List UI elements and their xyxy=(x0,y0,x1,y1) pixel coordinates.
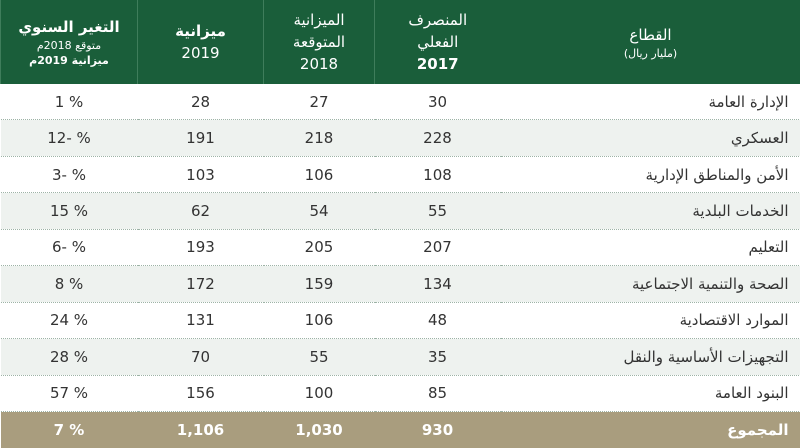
header-annual-change xyxy=(1,0,138,84)
sector-cell: الصحة والتنمية الاجتماعية xyxy=(501,266,800,302)
table-row xyxy=(1,120,800,156)
expected-2018-cell: 106 xyxy=(264,302,375,338)
expected-2018-cell: 55 xyxy=(264,339,375,375)
expected-2018-cell: 205 xyxy=(264,229,375,265)
budget-2019-cell: 191 xyxy=(138,120,264,156)
sector-cell: البنود العامة xyxy=(501,375,800,412)
annual-change-cell: 8 % xyxy=(1,266,138,302)
header-expected-2018-line2: المتوقعة xyxy=(292,33,346,51)
header-expected-2018 xyxy=(264,0,375,84)
header-budget-2019 xyxy=(138,0,264,84)
sector-cell: التجهيزات الأساسية والنقل xyxy=(501,339,800,375)
annual-change-cell: 1 % xyxy=(1,84,138,120)
header-sector xyxy=(501,0,800,84)
header-sector-title: القطاع xyxy=(629,25,672,44)
table-body xyxy=(1,84,800,412)
total-row xyxy=(1,412,800,448)
sector-cell: الموارد الاقتصادية xyxy=(501,302,800,338)
table-row xyxy=(1,339,800,375)
annual-change-cell: 15 % xyxy=(1,193,138,229)
expected-2018-cell: 218 xyxy=(264,120,375,156)
table-row xyxy=(1,193,800,229)
table-row xyxy=(1,266,800,302)
actual-2017-cell: 134 xyxy=(375,266,501,302)
sector-cell: العسكري xyxy=(501,120,800,156)
budget-2019-cell: 193 xyxy=(138,229,264,265)
header-annual-change-sub2: ميزانية 2019م xyxy=(29,54,109,67)
actual-2017-cell: 48 xyxy=(375,302,501,338)
annual-change-cell: 6- % xyxy=(1,229,138,265)
header-row xyxy=(1,0,800,84)
table-row xyxy=(1,229,800,265)
table-row xyxy=(1,84,800,120)
expected-2018-cell: 54 xyxy=(264,193,375,229)
header-budget-2019-year: 2019 xyxy=(181,44,220,62)
budget-2019-cell: 28 xyxy=(138,84,264,120)
actual-2017-cell: 85 xyxy=(375,375,501,412)
total-annual-change: 7 % xyxy=(1,412,138,448)
actual-2017-cell: 108 xyxy=(375,156,501,192)
sector-cell: الخدمات البلدية xyxy=(501,193,800,229)
header-expected-2018-year: 2018 xyxy=(299,55,339,73)
annual-change-cell: 12- % xyxy=(1,120,138,156)
total-label: المجموع xyxy=(501,412,800,448)
total-expected-2018: 1,030 xyxy=(264,412,375,448)
budget-2019-cell: 62 xyxy=(138,193,264,229)
table-row xyxy=(1,375,800,412)
actual-2017-cell: 35 xyxy=(375,339,501,375)
budget-2019-cell: 70 xyxy=(138,339,264,375)
expected-2018-cell: 159 xyxy=(264,266,375,302)
sector-cell: التعليم xyxy=(501,229,800,265)
actual-2017-cell: 228 xyxy=(375,120,501,156)
budget-2019-cell: 103 xyxy=(138,156,264,192)
expected-2018-cell: 100 xyxy=(264,375,375,412)
actual-2017-cell: 207 xyxy=(375,229,501,265)
sector-cell: الإدارة العامة xyxy=(501,84,800,120)
total-budget-2019: 1,106 xyxy=(138,412,264,448)
header-actual-2017-line1: المنصرف xyxy=(408,11,468,29)
actual-2017-cell: 55 xyxy=(375,193,501,229)
annual-change-cell: 57 % xyxy=(1,375,138,412)
annual-change-cell: 24 % xyxy=(1,302,138,338)
header-sector-unit: (مليار ريال) xyxy=(623,46,678,60)
header-actual-2017-year: 2017 xyxy=(416,55,459,73)
header-actual-2017 xyxy=(375,0,501,84)
total-actual-2017: 930 xyxy=(375,412,501,448)
annual-change-cell: 3- % xyxy=(1,156,138,192)
budget-2019-cell: 172 xyxy=(138,266,264,302)
header-budget-2019-title: ميزانية xyxy=(175,22,226,40)
sector-cell: الأمن والمناطق الإدارية xyxy=(501,156,800,192)
header-actual-2017-line2: الفعلي xyxy=(417,33,459,51)
annual-change-cell: 28 % xyxy=(1,339,138,375)
header-annual-change-title: التغير السنوي xyxy=(18,18,120,36)
budget-2019-cell: 156 xyxy=(138,375,264,412)
table-row xyxy=(1,302,800,338)
budget-2019-cell: 131 xyxy=(138,302,264,338)
header-annual-change-sub1: متوقع 2018م xyxy=(36,39,102,52)
actual-2017-cell: 30 xyxy=(375,84,501,120)
header-expected-2018-line1: الميزانية xyxy=(293,11,345,29)
table-row xyxy=(1,156,800,192)
expected-2018-cell: 106 xyxy=(264,156,375,192)
expected-2018-cell: 27 xyxy=(264,84,375,120)
